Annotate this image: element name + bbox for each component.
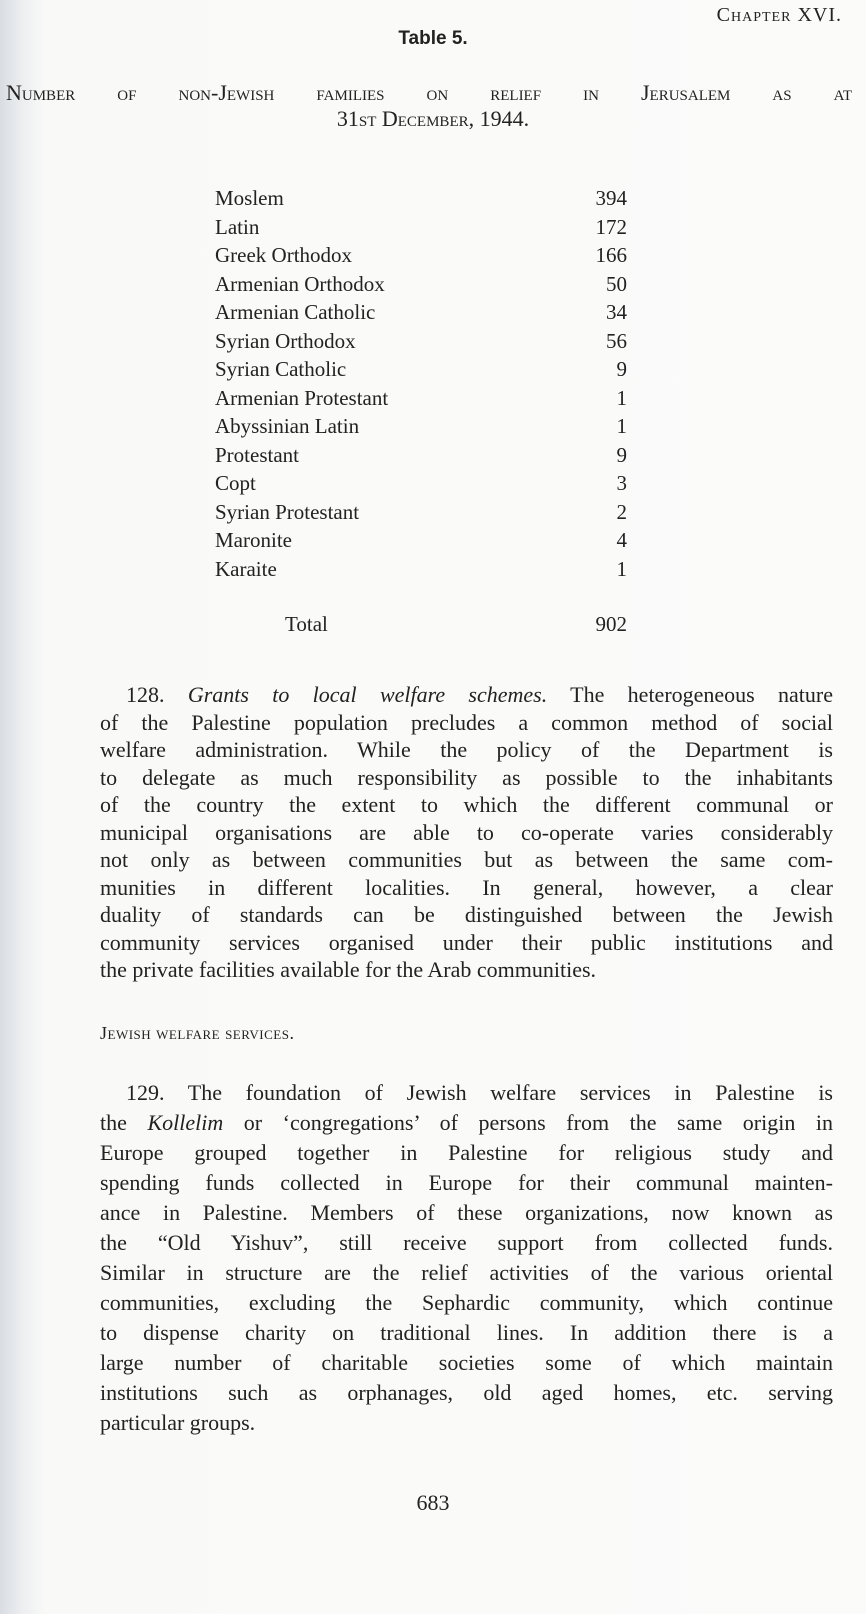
- community-name: Armenian Orthodox: [215, 271, 385, 296]
- community-name: Maronite: [215, 528, 292, 552]
- community-name: Karaite: [215, 556, 277, 581]
- table-row: [215, 300, 627, 328]
- paragraph-text: The heterogeneous nature: [570, 682, 834, 707]
- family-count: 2: [616, 499, 627, 524]
- paragraph-129: [100, 1078, 833, 1438]
- community-name: Greek Orthodox: [215, 243, 353, 267]
- community-name: Armenian Protestant: [215, 385, 389, 410]
- family-count: 172: [595, 214, 627, 239]
- table-row: [215, 272, 627, 300]
- community-name: Abyssinian Latin: [215, 414, 360, 438]
- paragraph-line: Similar in structure are the relief activities of the various oriental: [100, 1260, 833, 1285]
- family-count: 9: [616, 442, 627, 467]
- chapter-header: Chapter XVI.: [716, 4, 842, 26]
- community-name: Latin: [215, 214, 260, 239]
- table-row: [215, 386, 627, 414]
- paragraph-line: munities in different localities. In general, however, a clear: [100, 874, 833, 900]
- paragraph-line: ance in Palestine. Members of these organizations, now known as: [100, 1200, 833, 1225]
- para129-first-line: 129. The foundation of Jewish welfare services in Palestine is: [126, 1080, 833, 1105]
- community-name: Protestant: [215, 442, 299, 467]
- family-count: 394: [595, 186, 627, 210]
- section-heading: Jewish welfare services.: [100, 1023, 295, 1043]
- paragraph-line: welfare administration. While the policy of the Department is: [100, 737, 833, 762]
- table-label: Table 5.: [398, 28, 468, 49]
- family-count: 9: [616, 357, 627, 381]
- text: or ‘congregations’ of persons from the same origin in: [243, 1110, 834, 1135]
- family-count: 1: [616, 414, 627, 438]
- community-name: Copt: [215, 471, 256, 495]
- family-count: 166: [595, 243, 627, 267]
- table-row: [215, 500, 627, 528]
- paragraph-line: communities, excluding the Sephardic community, which continue: [100, 1290, 833, 1315]
- table-row: [215, 443, 627, 471]
- community-name: Syrian Orthodox: [215, 328, 356, 353]
- paragraph-line: municipal organisations are able to co-operate varies considerably: [100, 819, 833, 845]
- para128-first-line: [100, 681, 833, 709]
- table-row: [215, 357, 627, 385]
- paragraph-128: [100, 681, 833, 984]
- paragraph-line: Europe grouped together in Palestine for religious study and: [100, 1140, 833, 1165]
- text: the: [100, 1110, 127, 1135]
- table-row: [215, 414, 627, 442]
- table-row: [215, 243, 627, 271]
- family-count: 34: [606, 300, 627, 324]
- table-total-row: [285, 612, 627, 640]
- family-count: 50: [606, 271, 627, 296]
- family-count: 1: [616, 556, 627, 581]
- paragraph-line: the private facilities available for the Arab communities.: [100, 957, 597, 982]
- paragraph-line: to dispense charity on traditional lines. In addition there is a: [100, 1320, 833, 1345]
- paragraph-line: the “Old Yishuv”, still receive support from collected funds.: [100, 1230, 833, 1255]
- table-title-line1: Number of non-Jewish families on relief in Jerusalem as at: [6, 80, 852, 105]
- table-row: [215, 329, 627, 357]
- paragraph-line: of the Palestine population precludes a common method of social: [100, 709, 833, 735]
- total-label: Total: [285, 612, 328, 636]
- table-row: [215, 557, 627, 585]
- table-row: [215, 528, 627, 556]
- family-count: 4: [616, 528, 627, 552]
- page-number: 683: [416, 1490, 450, 1515]
- community-name: Syrian Catholic: [215, 357, 347, 381]
- paragraph-line: spending funds collected in Europe for their communal mainten-: [100, 1170, 833, 1195]
- table-row: [215, 215, 627, 243]
- paragraph-heading: Grants to local welfare schemes.: [187, 682, 548, 707]
- paragraph-line: particular groups.: [100, 1410, 256, 1435]
- paragraph-line: large number of charitable societies some of which maintain: [100, 1350, 833, 1375]
- family-count: 3: [616, 471, 627, 495]
- paragraph-line: of the country the extent to which the different communal or: [100, 792, 833, 817]
- paragraph-line: not only as between communities but as between the same com-: [100, 847, 833, 872]
- paragraph-number: 128.: [126, 682, 165, 707]
- paragraph-line: to delegate as much responsibility as possible to the inhabitants: [100, 764, 833, 790]
- community-name: Armenian Catholic: [215, 300, 376, 324]
- paragraph-line: community services organised under their public institutions and: [100, 929, 833, 955]
- total-value: 902: [595, 612, 627, 636]
- table-row: [215, 186, 627, 214]
- family-count: 1: [616, 385, 627, 410]
- table-row: [215, 471, 627, 499]
- italic-term: Kollelim: [147, 1110, 224, 1135]
- family-count: 56: [606, 328, 627, 353]
- table-title-line2: 31st December, 1944.: [336, 106, 530, 131]
- paragraph-line: institutions such as orphanages, old aged homes, etc. serving: [100, 1380, 833, 1405]
- para129-second-line: [100, 1108, 833, 1138]
- paragraph-line: duality of standards can be distinguished between the Jewish: [100, 902, 833, 927]
- community-name: Moslem: [215, 186, 284, 210]
- community-name: Syrian Protestant: [215, 499, 360, 524]
